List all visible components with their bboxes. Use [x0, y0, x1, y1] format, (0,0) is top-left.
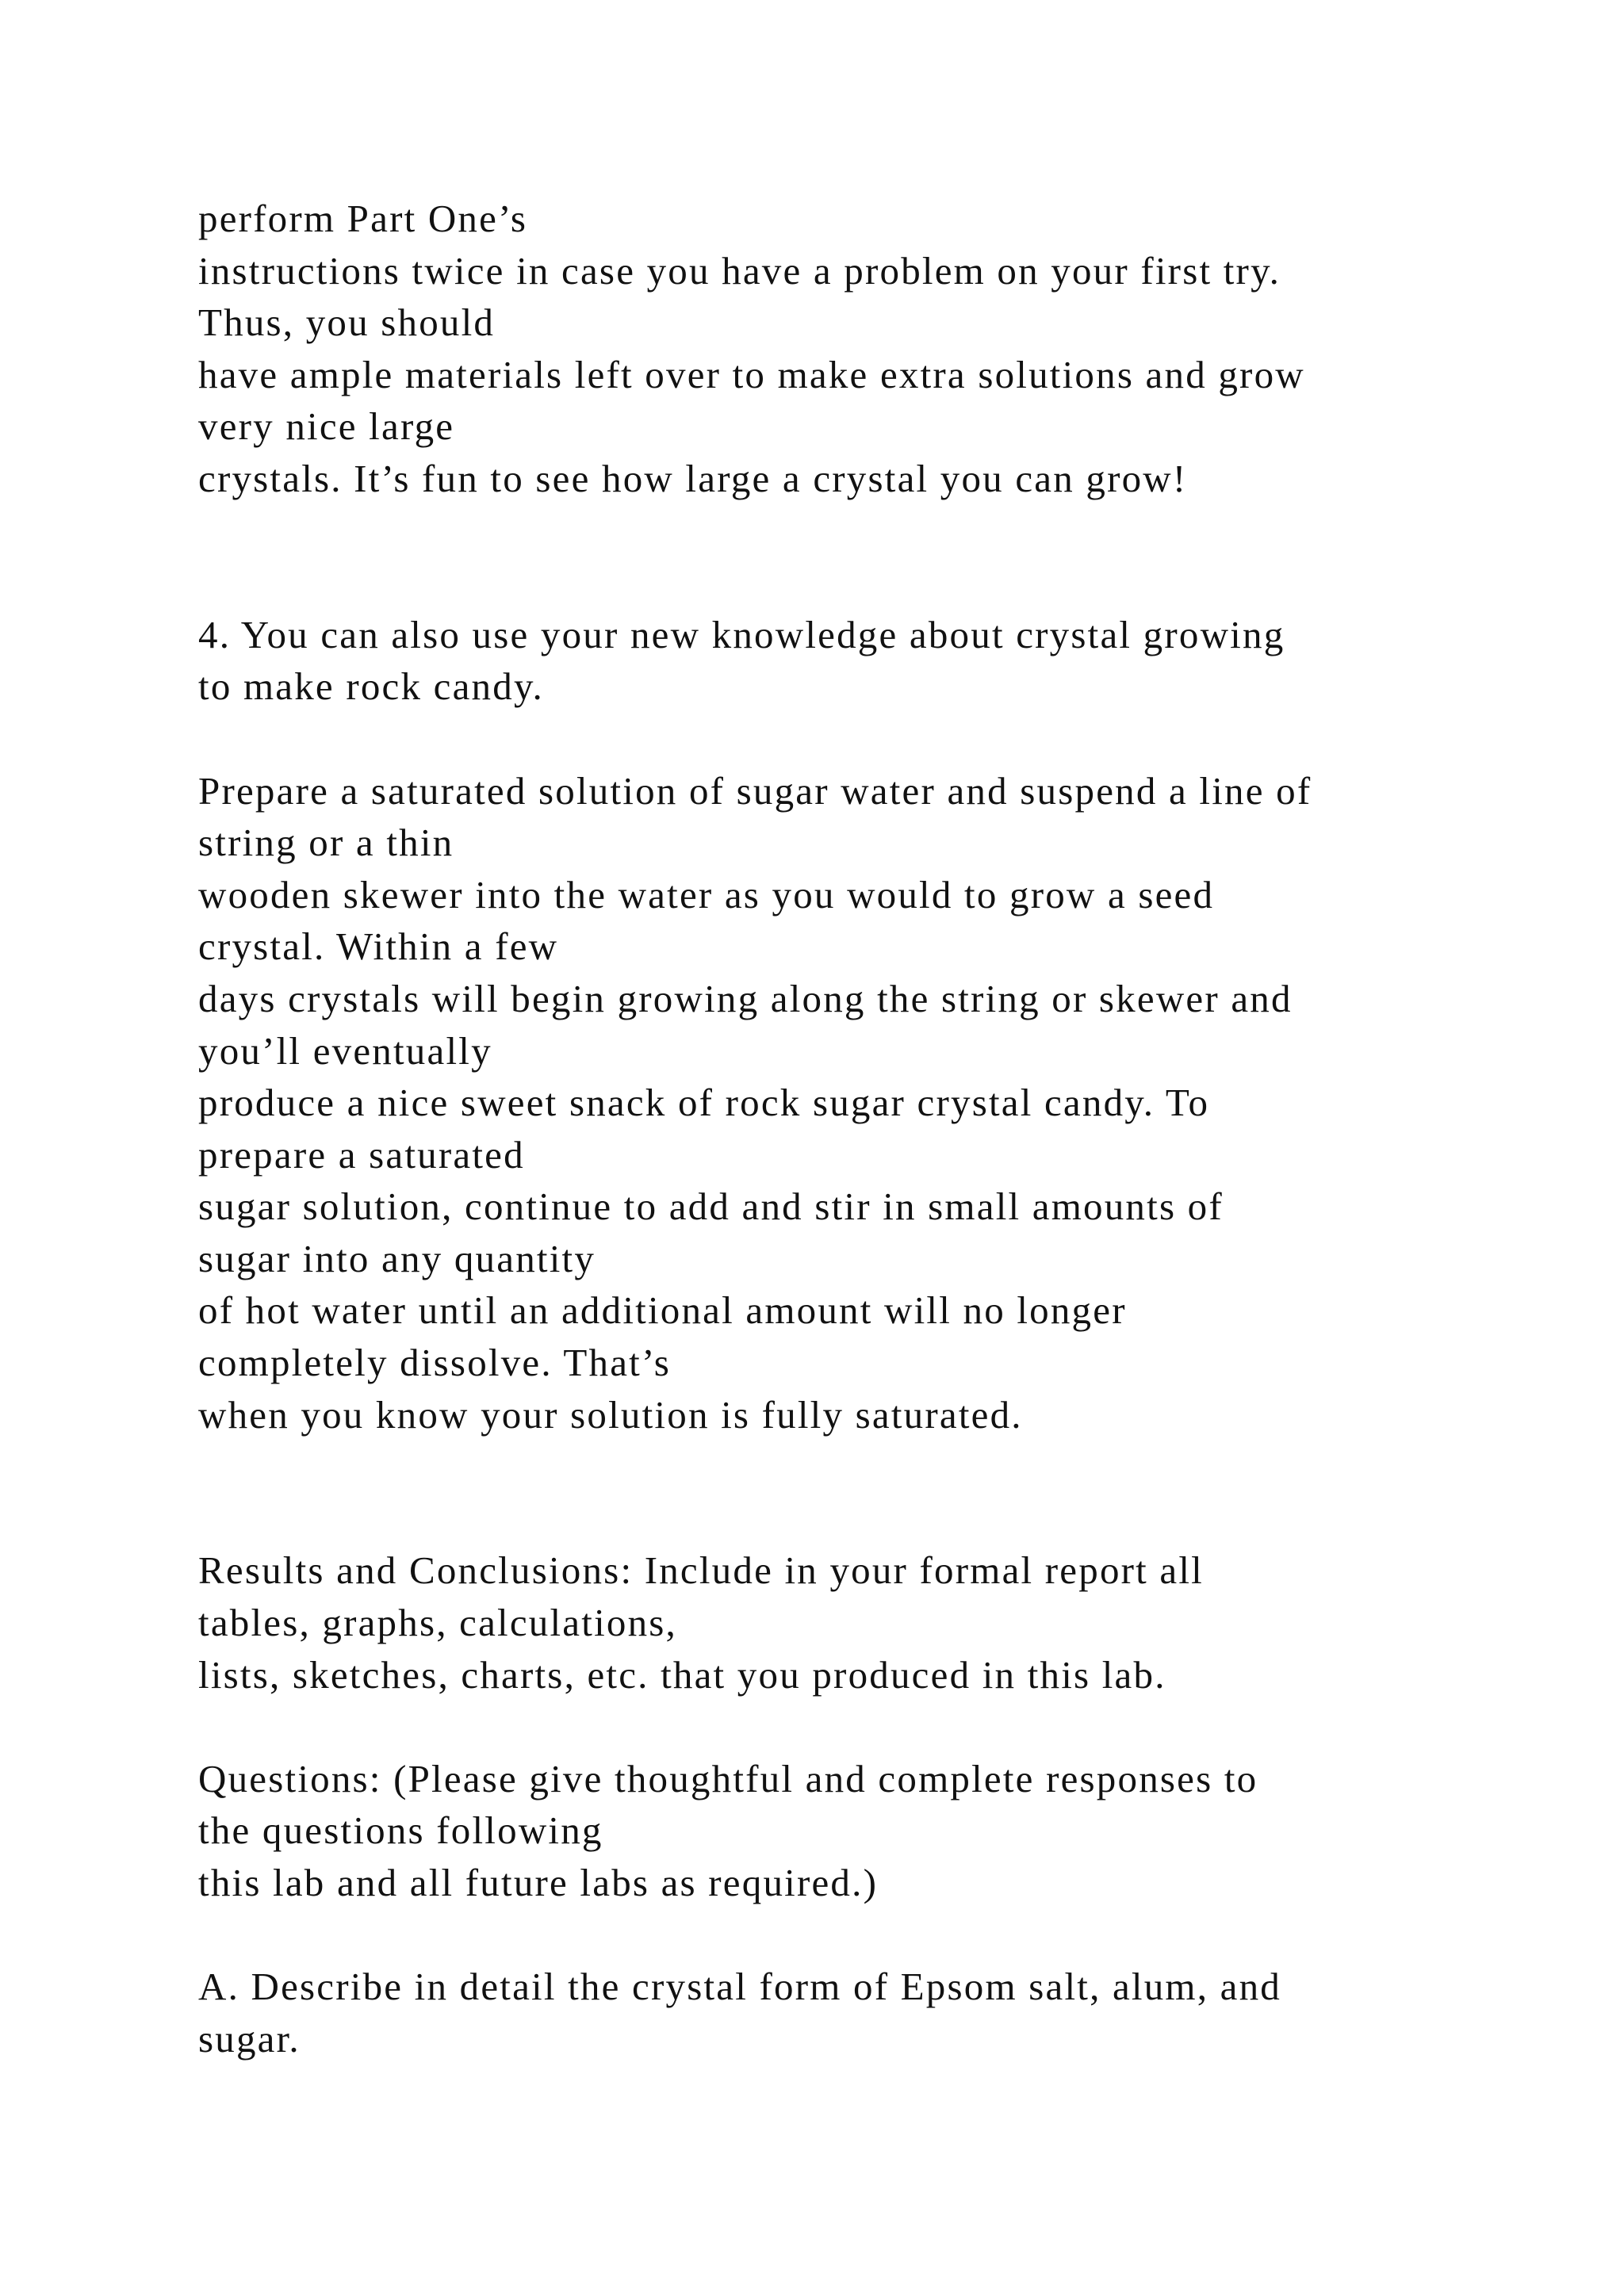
text-line: A. Describe in detail the crystal form of Epsom salt, alum, and	[198, 1965, 1281, 2009]
text-line: you’ll eventually	[198, 1028, 492, 1073]
text-line: crystal. Within a few	[198, 924, 559, 969]
paragraph-questions	[198, 1753, 1546, 1909]
text-line: crystals. It’s fun to see how large a crystal you can grow!	[198, 456, 1188, 500]
document-body	[198, 193, 1546, 2064]
text-line: this lab and all future labs as required.)	[198, 1861, 879, 1904]
paragraph-gap	[198, 1701, 1546, 1753]
text-line: Thus, you should	[198, 300, 496, 345]
text-line: lists, sketches, charts, etc. that you produced in this lab.	[198, 1652, 1166, 1697]
text-line: sugar solution, continue to add and stir in small amounts of	[198, 1184, 1224, 1229]
text-line: perform Part One’s	[198, 197, 528, 240]
text-line: 4. You can also use your new knowledge about crystal growing	[198, 612, 1285, 656]
text-line: have ample materials left over to make extra solutions and grow	[198, 352, 1305, 396]
text-line: when you know your solution is fully saturated.	[198, 1392, 1023, 1437]
text-line: prepare a saturated	[198, 1132, 525, 1177]
text-line: days crystals will begin growing along the string or skewer and	[198, 976, 1293, 1020]
paragraph-crystal-instructions	[198, 193, 1546, 505]
text-line: of hot water until an additional amount will no longer	[198, 1288, 1127, 1333]
text-line: instructions twice in case you have a problem on your first try.	[198, 248, 1281, 293]
text-line: Results and Conclusions: Include in your formal report all	[198, 1548, 1204, 1593]
text-line: to make rock candy.	[198, 664, 544, 709]
paragraph-gap	[198, 713, 1546, 765]
paragraph-rock-candy-steps	[198, 765, 1546, 1441]
paragraph-rock-candy-intro	[198, 609, 1546, 713]
text-line: tables, graphs, calculations,	[198, 1601, 677, 1645]
text-line: wooden skewer into the water as you would to grow a seed	[198, 872, 1215, 916]
paragraph-gap	[198, 1441, 1546, 1544]
text-line: sugar.	[198, 2016, 301, 2061]
text-line: Prepare a saturated solution of sugar water and suspend a line of	[198, 768, 1312, 813]
text-line: completely dissolve. That’s	[198, 1341, 672, 1385]
text-line: sugar into any quantity	[198, 1236, 596, 1280]
text-line: very nice large	[198, 404, 455, 449]
paragraph-results-conclusions	[198, 1544, 1546, 1701]
paragraph-gap	[198, 505, 1546, 609]
text-line: the questions following	[198, 1808, 603, 1853]
text-line: produce a nice sweet snack of rock sugar crystal candy. To	[198, 1081, 1210, 1125]
text-line: Questions: (Please give thoughtful and complete responses to	[198, 1756, 1258, 1800]
text-line: string or a thin	[198, 821, 454, 865]
paragraph-gap	[198, 1909, 1546, 1961]
paragraph-question-a	[198, 1961, 1546, 2064]
